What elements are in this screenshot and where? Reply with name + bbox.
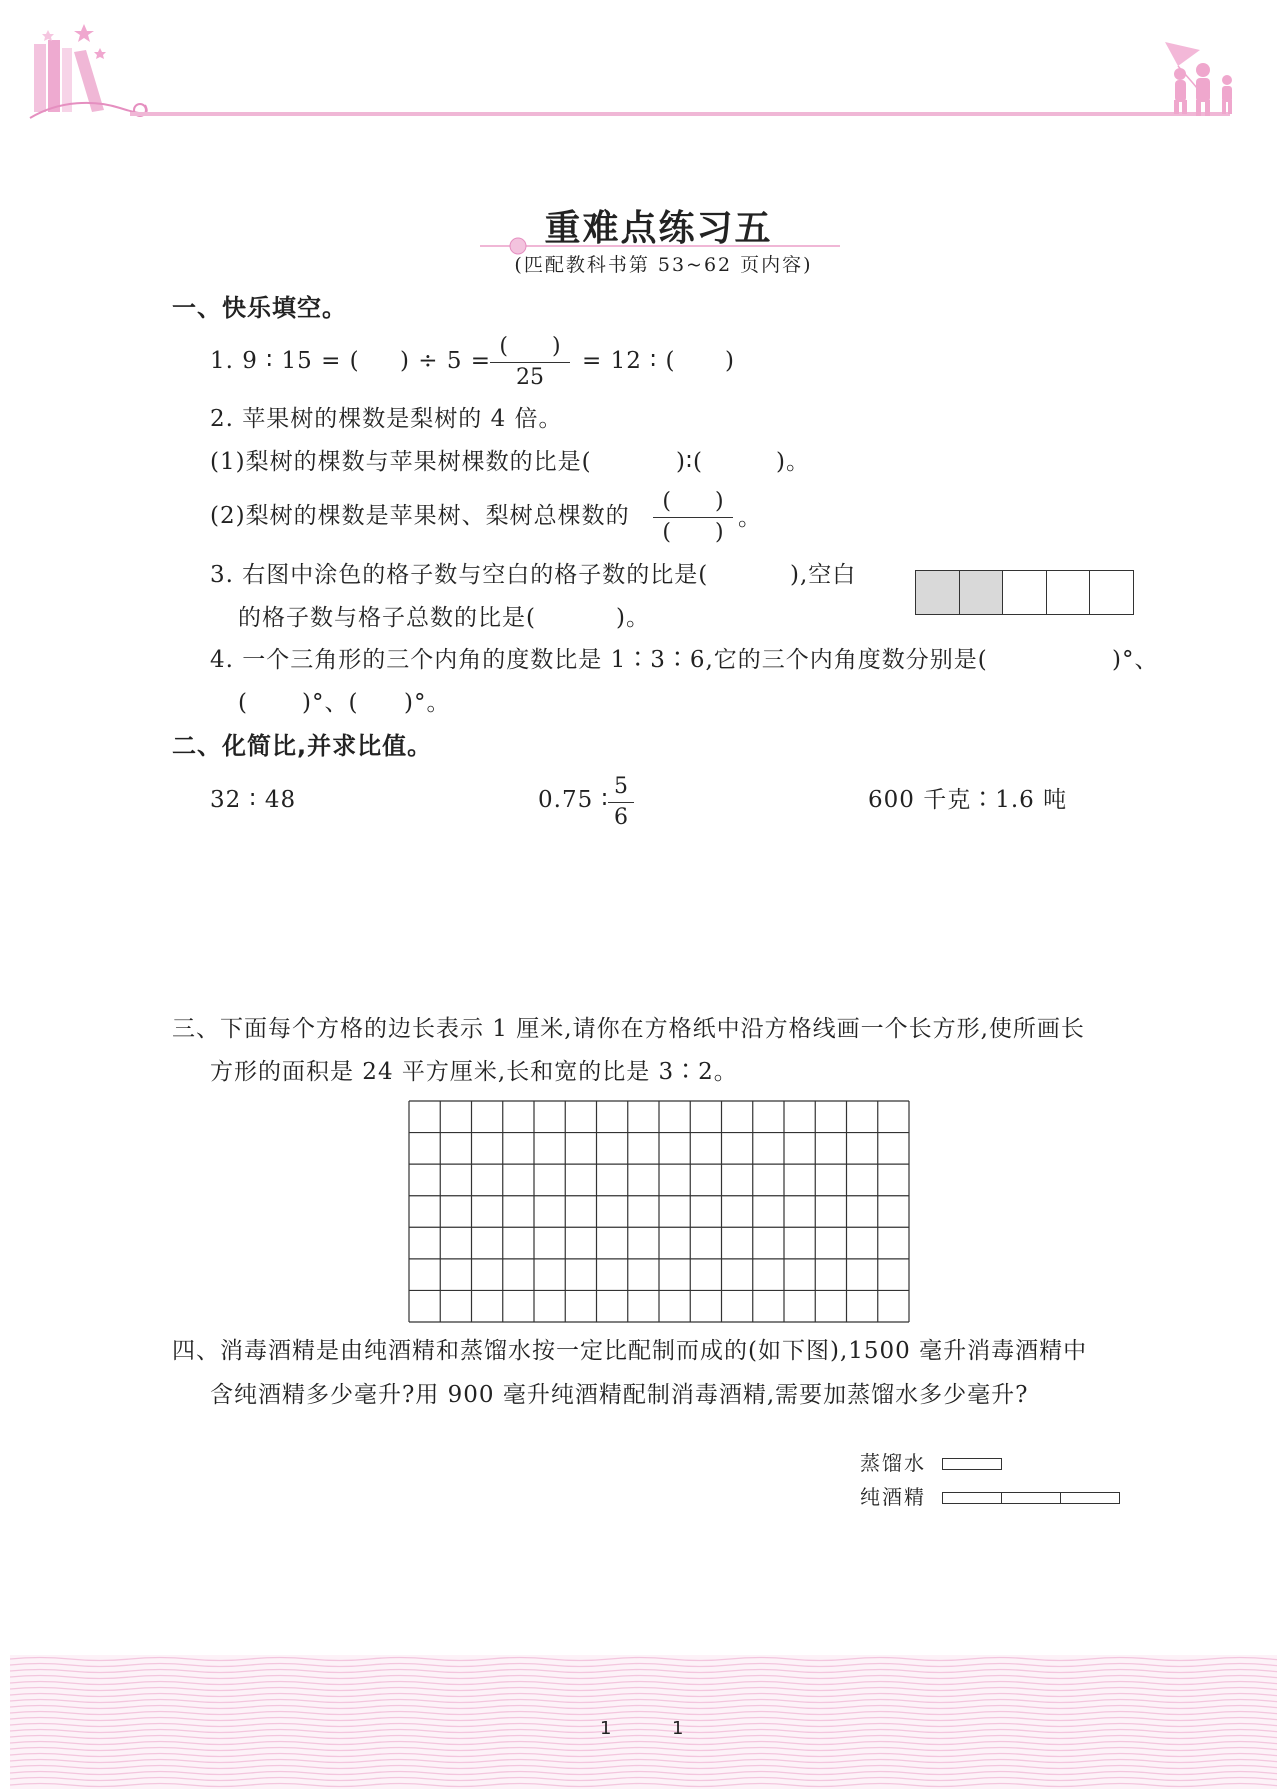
- sec4-line1: 四、消毒酒精是由纯酒精和蒸馏水按一定比配制而成的(如下图),1500 毫升消毒酒精中: [172, 1338, 1088, 1364]
- page-number-left: 1: [600, 1718, 612, 1739]
- q1-part1: 1. 9 ∶ 15 = (: [210, 348, 360, 374]
- q1-fraction-denominator: 25: [516, 365, 544, 390]
- q3-cell-shaded: [916, 571, 960, 614]
- q2-fraction: [653, 489, 733, 546]
- q4-line2-b: )°、(: [302, 690, 359, 716]
- sec2-fraction-numerator: 5: [614, 774, 628, 799]
- label-alcohol: 纯酒精: [860, 1485, 926, 1509]
- fraction-bar: [653, 517, 733, 518]
- q3-cell-blank: [1090, 571, 1133, 614]
- sec3-line2: 方形的面积是 24 平方厘米,长和宽的比是 3∶2。: [210, 1059, 738, 1085]
- square-grid[interactable]: [408, 1100, 910, 1323]
- q3-line2-a: 的格子数与格子总数的比是(: [238, 605, 536, 631]
- children-kite-icon: [1165, 42, 1232, 116]
- q3-line1-a: 3. 右图中涂色的格子数与空白的格子数的比是(: [210, 562, 709, 588]
- q1-fraction: [490, 334, 570, 391]
- fraction-bar: [608, 802, 634, 803]
- q3-line1-b: ),空白: [790, 562, 857, 588]
- alcohol-bar-part: [1061, 1493, 1119, 1503]
- sec2-expr-2-fraction: [608, 774, 634, 831]
- section-1-heading: 一、快乐填空。: [172, 294, 347, 322]
- q2-fraction-denominator: ( ): [662, 520, 724, 545]
- q1-part4: ): [725, 348, 735, 374]
- sec4-line2: 含纯酒精多少毫升?用 900 毫升纯酒精配制消毒酒精,需要加蒸馏水多少毫升?: [210, 1382, 1029, 1408]
- q2-stem: 2. 苹果树的棵数是梨树的 4 倍。: [210, 406, 563, 432]
- q2-sub1-b: )∶(: [676, 449, 703, 475]
- q2-fraction-numerator: ( ): [662, 489, 724, 514]
- sec2-expr-1: 32 ∶ 48: [210, 787, 297, 813]
- q3-cell-strip: [915, 570, 1134, 615]
- sec2-expr-3: 600 千克∶1.6 吨: [868, 787, 1068, 813]
- q4-line1-a: 4. 一个三角形的三个内角的度数比是 1∶3∶6,它的三个内角度数分别是(: [210, 647, 988, 673]
- q4-line2-a: (: [238, 690, 248, 716]
- q4-line1-b: )°、: [1112, 647, 1159, 673]
- fraction-bar: [490, 362, 570, 363]
- sec2-fraction-denominator: 6: [614, 805, 628, 830]
- q4-line2-c: )°。: [404, 690, 451, 716]
- header-decoration: [0, 0, 1287, 140]
- section-2-heading: 二、化简比,并求比值。: [172, 732, 433, 760]
- q2-sub2-c: 。: [738, 505, 762, 531]
- sec3-line1: 三、下面每个方格的边长表示 1 厘米,请你在方格纸中沿方格线画一个长方形,使所画长: [172, 1016, 1085, 1042]
- q2-sub1-c: )。: [776, 449, 810, 475]
- books-logo-icon: [30, 24, 147, 118]
- q2-sub2-a: (2)梨树的棵数是苹果树、梨树总棵数的: [210, 503, 630, 529]
- page-subtitle: (匹配教科书第 53~62 页内容): [514, 254, 813, 276]
- water-bar: [942, 1458, 1002, 1470]
- q1-part2: ) ÷ 5 =: [400, 348, 492, 374]
- alcohol-bar-part: [943, 1493, 1002, 1503]
- q3-line2-b: )。: [616, 605, 650, 631]
- label-water: 蒸馏水: [860, 1451, 926, 1475]
- q3-cell-blank: [1003, 571, 1047, 614]
- page-title: 重难点练习五: [544, 207, 773, 249]
- alcohol-bar-part: [1002, 1493, 1061, 1503]
- q3-cell-blank: [1047, 571, 1091, 614]
- sec2-expr-2-a: 0.75 ∶: [538, 787, 609, 813]
- q1-part3: = 12 ∶ (: [582, 348, 676, 374]
- q3-cell-shaded: [960, 571, 1004, 614]
- q2-sub1-a: (1)梨树的棵数与苹果树棵数的比是(: [210, 449, 592, 475]
- alcohol-bar: [942, 1492, 1120, 1504]
- page-number-right: 1: [672, 1718, 684, 1739]
- footer-wave-background: [10, 1655, 1277, 1789]
- q1-fraction-numerator: ( ): [499, 334, 561, 359]
